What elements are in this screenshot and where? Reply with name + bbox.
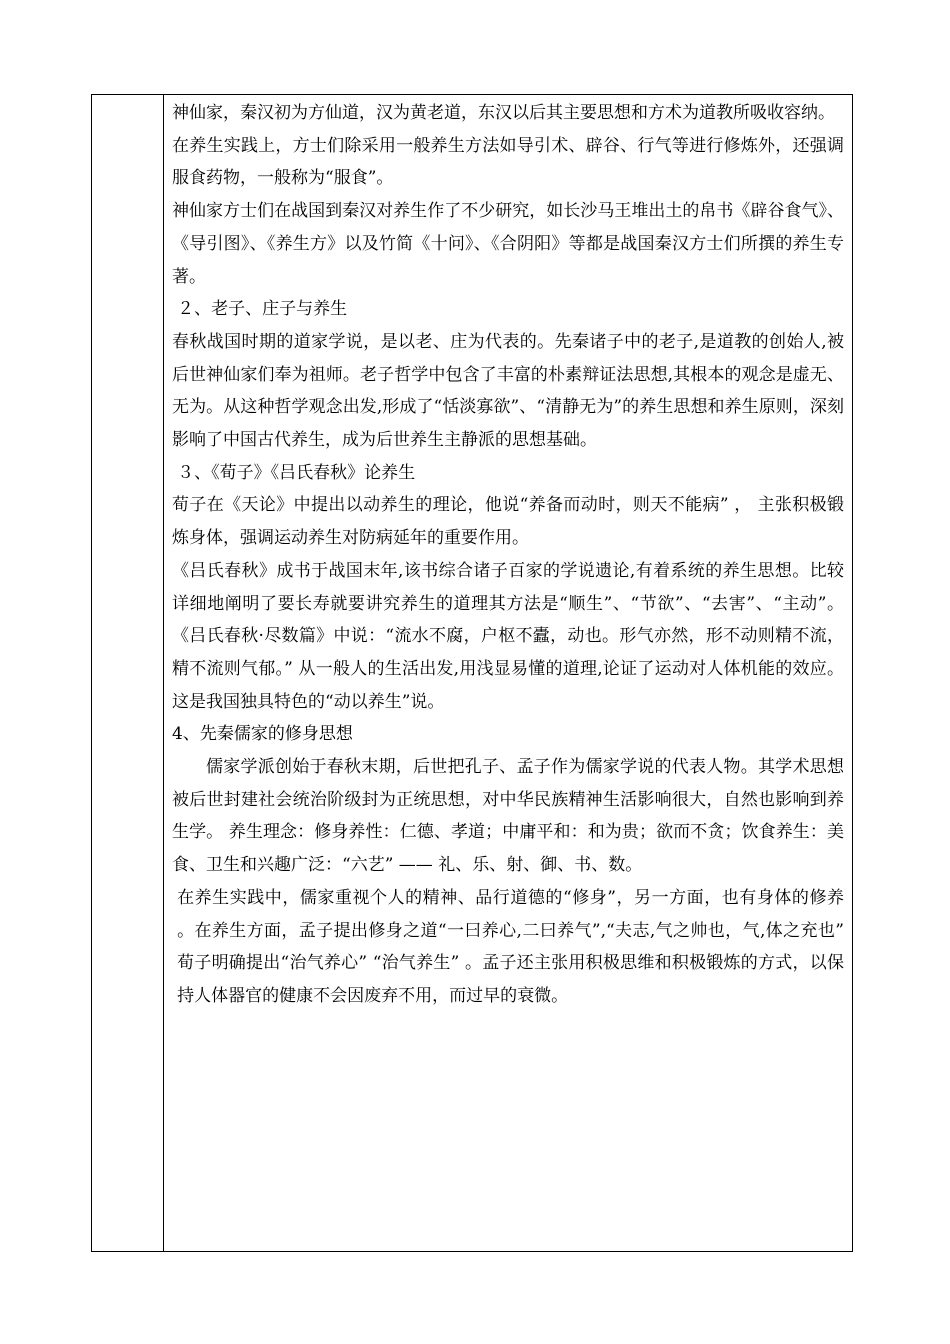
paragraph-rujia: 儒家学派创始于春秋末期，后世把孔子、孟子作为儒家学说的代表人物。其学术思想被后世封建社会统治阶级封为正统思想，对中华民族精神生活影响很大，自然也影响到养生学。 养生理念：修身养性：仁德、孝道；中庸平和：和为贵；欲而不贪；饮食养生：美食、卫生和兴趣广泛：“六艺” —— 礼、乐、射、御、书、数。 [172,757,844,876]
paragraph-lvshichunqiu: 《吕氏春秋》成书于战国末年,该书综合诸子百家的学说遗论,有着系统的养生思想。比较详细地阐明了要长寿就要讲究养生的道理其方法是“顺生”、“节欲”、“去害”、“主动”。《吕氏春秋·尽数篇》中说：“流水不腐，户枢不蠹，动也。形气亦然，形不动则精不流，精不流则气郁。” 从一般人的生活出发,用浅显易懂的道理,论证了运动对人体机能的效应。这是我国独具特色的“动以养生”说。 [172,560,844,712]
paragraph-tianlun: 荀子在《天论》中提出以动养生的理论，他说“养备而动时，则天不能病” ， 主张积极锻炼身体，强调运动养生对防病延年的重要作用。 [172,495,844,549]
paragraph-daojia: 春秋战国时期的道家学说，是以老、庄为代表的。先秦诸子中的老子,是道教的创始人,被后世神仙家们奉为祖师。老子哲学中包含了丰富的朴素辩证法思想,其根本的观念是虚无、无为。从这种哲学观念出发,形成了“恬淡寡欲”、“清静无为”的养生思想和养生原则，深刻影响了中国古代养生，成为后世养生主静派的思想基础。 [172,331,844,451]
table-left-column [92,95,164,1251]
heading-rujia: 4、先秦儒家的修身思想 [172,724,353,745]
paragraph-fushi: 在养生实践上，方士们除采用一般养生方法如导引术、辟谷、行气等进行修炼外，还强调服食药物，一般称为“服食”。 [172,135,844,189]
paragraph-xiushen: 在养生实践中，儒家重视个人的精神、品行道德的“修身”，另一方面，也有身体的修养 。在养生方面，孟子提出修身之道“一曰养心,二曰养气”,“夫志,气之帅也，气,体之充也” 荀子明确提出“治气养心” “治气养生” 。孟子还主张用积极思维和积极锻炼的方式，以保持人体器官的健康不会因废弃不用，而过早的衰微。 [177,887,844,1006]
heading-laozi-zhuangzi: ２、老子、庄子与养生 [177,299,348,320]
paragraph-mawangdui: 神仙家方士们在战国到秦汉对养生作了不少研究，如长沙马王堆出土的帛书《辟谷食气》、《导引图》、《养生方》以及竹简《十问》、《合阴阳》等都是战国秦汉方士们所撰的养生专著。 [172,201,844,287]
heading-xunzi-lvshi: ３、《荀子》《吕氏春秋》论养生 [177,462,416,483]
content-table [91,94,853,1252]
table-content-cell [172,97,844,1013]
paragraph-shenxianjia: 神仙家，秦汉初为方仙道，汉为黄老道，东汉以后其主要思想和方术为道教所吸收容纳。 [172,103,835,123]
